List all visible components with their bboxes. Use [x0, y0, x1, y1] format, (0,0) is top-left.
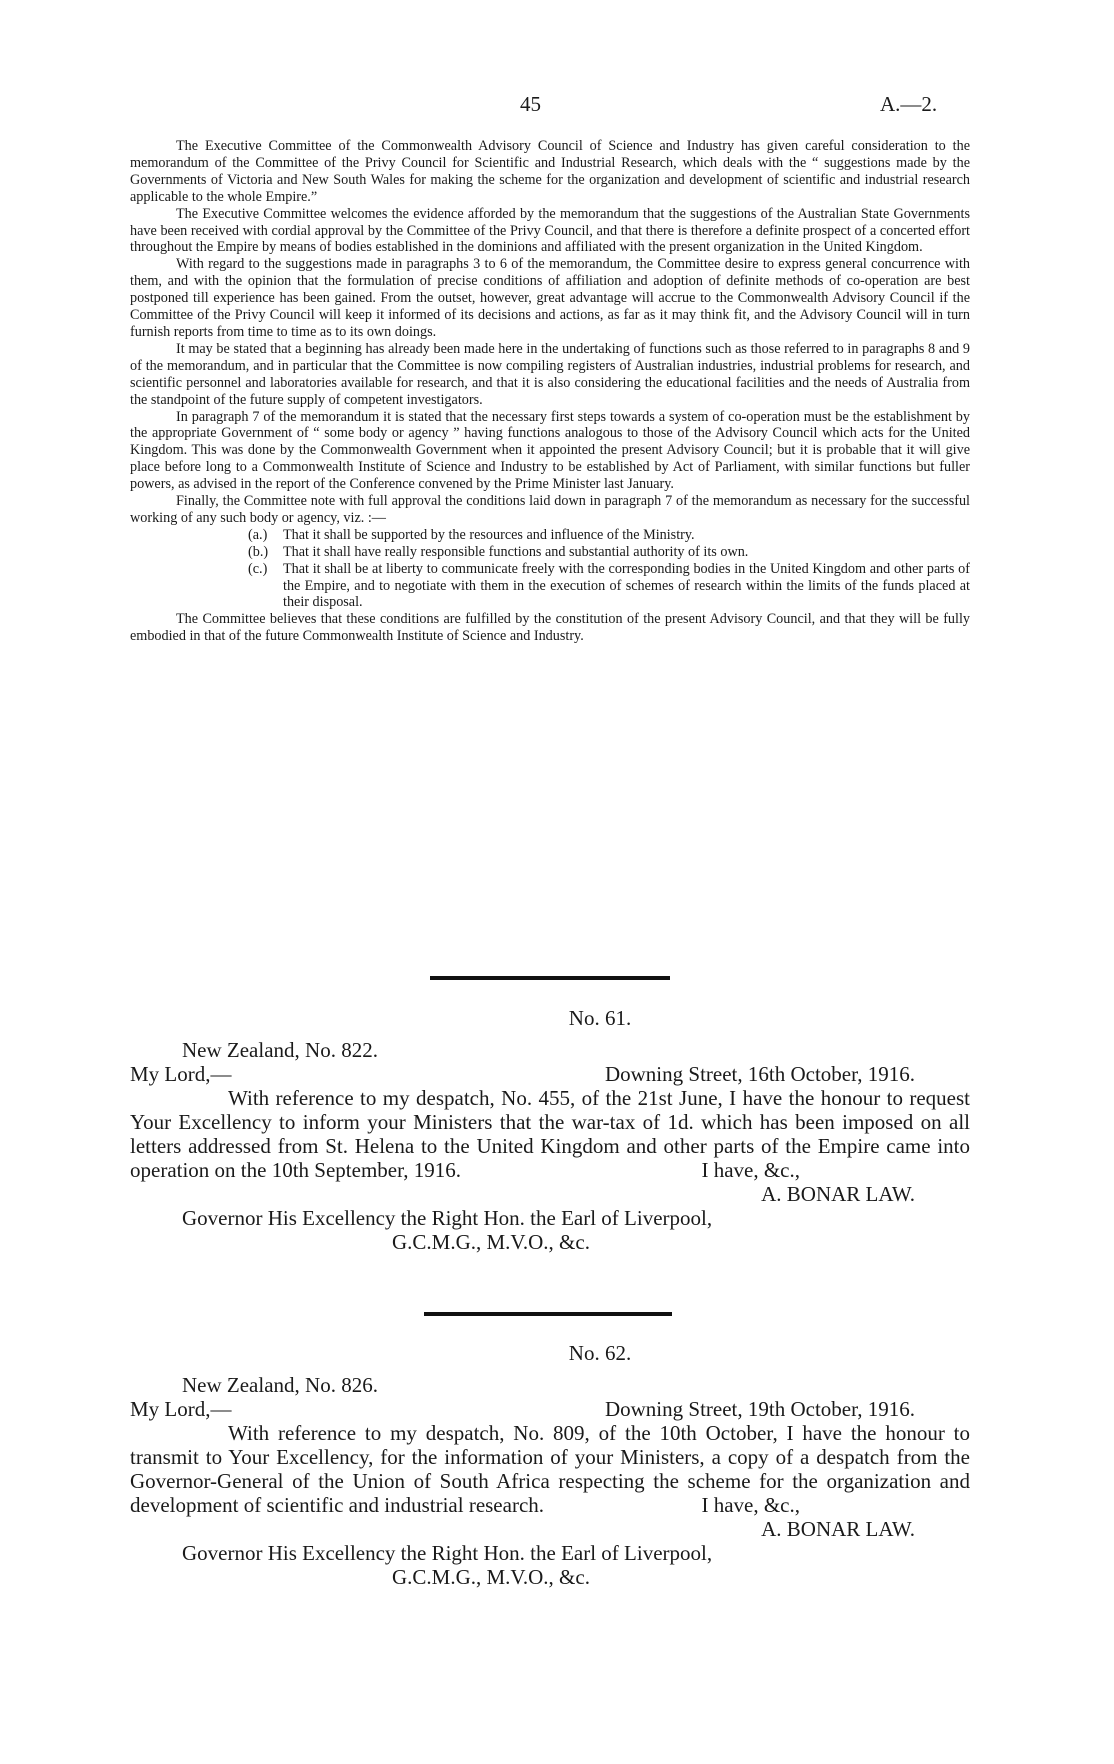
despatch-number: No. 62.	[568, 1341, 632, 1365]
signature: A. BONAR LAW.	[761, 1517, 915, 1541]
condition-label: (c.)	[248, 560, 268, 577]
condition-item	[130, 561, 970, 612]
memo-paragraph: Finally, the Committee note with full approval the conditions laid down in paragraph 7 of the memorandum as necessary for the successful working of any such body or agency, viz. :—	[130, 493, 970, 526]
condition-label: (b.)	[248, 543, 269, 560]
memo-conclusion: The Committee believes that these conditions are fulfilled by the constitution of the present Advisory Council, and that they will be fully embodied in that of the future Commonwealth Institute of Science and Industry.	[130, 611, 970, 645]
condition-item	[130, 527, 970, 544]
despatch-number: No. 61.	[568, 1006, 632, 1030]
despatch-body-text: With reference to my despatch, No. 455, of the 21st June, I have the honour to request Your Excellency to inform your Ministers that the war-tax of 1d. which has been imposed on all letters addressed from St. Helena to the United Kingdom and other parts of the Empire came into operation on the 10th September, 1916.	[130, 1086, 970, 1182]
condition-item	[130, 544, 970, 561]
condition-text: That it shall have really responsible functions and substantial authority of its own.	[283, 543, 749, 560]
signature: A. BONAR LAW.	[761, 1182, 915, 1206]
page-number: 45	[520, 92, 541, 116]
closing-phrase: I have, &c.,	[701, 1158, 800, 1182]
place-date: Downing Street, 16th October, 1916.	[604, 1062, 915, 1086]
memo-paragraph: The Executive Committee welcomes the evidence afforded by the memorandum that the suggestions of the Australian State Governments have been received with cordial approval by the Committee of the Privy Council, and that there is therefore a definite prospect of a concerted effort throughout the Empire by means of bodies established in the dominions and affiliated with the present organization in the United Kingdom.	[130, 205, 970, 256]
addressee: Governor His Excellency the Right Hon. the Earl of Liverpool,	[182, 1541, 713, 1565]
memo-paragraph: It may be stated that a beginning has already been made here in the undertaking of functions such as those referred to in paragraphs 8 and 9 of the memorandum, and in particular that the Committee is now compiling registers of Australian industries, industrial problems for research, and scientific personnel and laboratories available for research, and that it is also considering the educational facilities and the needs of Australia from the standpoint of the future supply of competent investigators.	[130, 340, 970, 408]
memo-paragraph: The Executive Committee of the Commonwealth Advisory Council of Science and Industry has given careful consideration to the memorandum of the Committee of the Privy Council for Scientific and Industrial Research, which deals with the “ suggestions made by the Governments of Victoria and New South Wales for making the scheme for the organization and development of scientific and industrial research applicable to the whole Empire.”	[130, 138, 970, 205]
despatch-reference: New Zealand, No. 822.	[182, 1038, 378, 1062]
despatch-header-line	[130, 1397, 970, 1421]
despatch-reference: New Zealand, No. 826.	[182, 1373, 378, 1397]
place-date: Downing Street, 19th October, 1916.	[604, 1397, 915, 1421]
memo-paragraph: In paragraph 7 of the memorandum it is stated that the necessary first steps towards a system of co-operation must be the establishment by the appropriate Government of “ some body or agency ” having functions analogous to those of the Advisory Council which acts for the United Kingdom. This was done by the Commonwealth Government when it appointed the present Advisory Council; but it is probable that it will give place before long to a Commonwealth Institute of Science and Industry to be established by Act of Parliament, with similar functions but fuller powers, as advised in the report of the Conference convened by the Prime Minister last January.	[130, 408, 970, 493]
document-reference: A.—2.	[880, 92, 938, 116]
memo-paragraph: With regard to the suggestions made in paragraphs 3 to 6 of the memorandum, the Committee desire to express general concurrence with them, and with the opinion that the formulation of precise conditions of affiliation and adoption of definite methods of co-operation are best postponed till experience has been gained. From the outset, however, great advantage will accrue to the Commonwealth Advisory Council if the Committee of the Privy Council will keep it informed of its decisions and actions, as far as it may think fit, and the Advisory Council will in turn furnish reports from time to time as to its own doings.	[130, 256, 970, 340]
addressee-honors: G.C.M.G., M.V.O., &c.	[392, 1230, 590, 1254]
salutation: My Lord,—	[130, 1062, 232, 1086]
despatch-header-line	[130, 1062, 970, 1086]
addressee-honors: G.C.M.G., M.V.O., &c.	[392, 1565, 590, 1589]
despatch-62	[130, 1341, 970, 1589]
salutation: My Lord,—	[130, 1397, 232, 1421]
closing-phrase: I have, &c.,	[701, 1493, 800, 1517]
despatch-body-text: With reference to my despatch, No. 809, of the 10th October, I have the honour to transmit to Your Excellency, for the information of your Ministers, a copy of a despatch from the Governor-General of the Union of South Africa respecting the scheme for the organization and development of scientific and industrial research.	[130, 1421, 970, 1517]
condition-text: That it shall be at liberty to communicate freely with the corresponding bodies in the United Kingdom and other parts of the Empire, and to negotiate with them in the execution of schemes of research within the limits of the funds placed at their disposal.	[283, 560, 970, 611]
memorandum-section	[130, 138, 970, 645]
section-divider	[430, 976, 670, 980]
condition-text: That it shall be supported by the resources and influence of the Ministry.	[283, 526, 695, 543]
section-divider	[424, 1312, 672, 1316]
addressee: Governor His Excellency the Right Hon. the Earl of Liverpool,	[182, 1206, 713, 1230]
condition-label: (a.)	[248, 526, 268, 543]
despatch-61	[130, 1006, 970, 1254]
